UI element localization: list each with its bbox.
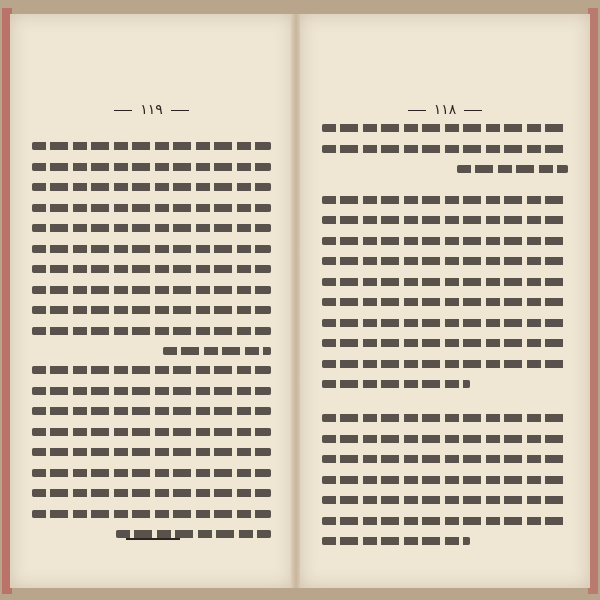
text-line — [322, 278, 568, 286]
text-line — [322, 414, 568, 422]
text-line — [32, 489, 271, 497]
text-line — [322, 360, 568, 368]
text-line — [32, 366, 271, 374]
text-line — [32, 407, 271, 415]
text-line — [322, 124, 568, 132]
right-page-number-text: ١١٨ — [433, 102, 457, 118]
text-line — [322, 319, 568, 327]
text-line — [457, 165, 568, 173]
text-line — [322, 476, 568, 484]
text-line — [32, 286, 271, 294]
text-line — [322, 380, 470, 388]
left-page-number-text: ١١٩ — [140, 102, 163, 118]
right-page — [300, 14, 590, 588]
text-line — [32, 306, 271, 314]
text-line — [322, 216, 568, 224]
left-page-number — [10, 102, 293, 118]
text-line — [322, 196, 568, 204]
text-line — [322, 517, 568, 525]
text-line — [116, 530, 271, 538]
text-line — [322, 237, 568, 245]
left-page — [10, 14, 294, 588]
text-line — [322, 455, 568, 463]
text-line — [322, 257, 568, 265]
right-page-number — [300, 102, 590, 118]
text-line — [32, 163, 271, 171]
text-line — [322, 339, 568, 347]
text-line — [163, 347, 271, 355]
text-line — [32, 265, 271, 273]
text-line — [32, 142, 271, 150]
text-line — [32, 183, 271, 191]
text-line — [32, 224, 271, 232]
text-line — [32, 327, 271, 335]
right-page-text-block-1 — [322, 124, 568, 401]
left-page-text-block-1 — [32, 142, 271, 368]
right-page-text-block-2 — [322, 414, 568, 558]
left-page-text-block-2 — [32, 366, 271, 551]
text-line — [32, 387, 271, 395]
text-line — [32, 428, 271, 436]
text-line — [32, 204, 271, 212]
text-line — [322, 435, 568, 443]
text-line — [32, 510, 271, 518]
text-line — [32, 245, 271, 253]
text-line — [322, 537, 470, 545]
text-line — [322, 145, 568, 153]
text-line — [32, 448, 271, 456]
end-rule — [126, 538, 180, 540]
text-line — [322, 496, 568, 504]
text-line — [32, 469, 271, 477]
text-line — [322, 298, 568, 306]
